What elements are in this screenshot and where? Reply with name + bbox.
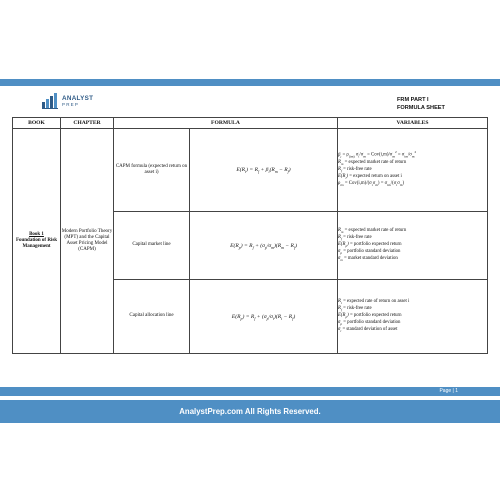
var-rf: $R_f$ = risk-free rate — [338, 166, 372, 173]
table-header-row — [13, 118, 488, 129]
book-number: Book 1 — [29, 232, 44, 237]
var-eri: $E(R_i)$ = expected return on asset i — [338, 173, 402, 180]
formula-name-cml: Capital market line — [114, 212, 190, 280]
var-rf: $R_f$ = risk-free rate — [338, 235, 372, 242]
var-erp: $E(R_p)$ = portfolio expected return — [338, 242, 402, 248]
header-formula: FORMULA — [114, 118, 338, 129]
var-rho-formula: $\rho_{im} = Cov(i,m)/(\sigma_i\sigma_m) = \sigma_{im}/(\sigma_i\sigma_m)$ — [338, 180, 405, 187]
var-ri: $R_i$ = expected rate of return on asset i — [338, 299, 410, 306]
page-number: Page | 1 — [439, 388, 458, 394]
bottom-accent-bar — [0, 387, 500, 396]
book-cell — [13, 129, 61, 354]
logo-subtext: PREP — [62, 102, 80, 107]
formula-name-cal: Capital allocation line — [114, 280, 190, 354]
logo-wordmark: ANALYST — [62, 95, 94, 102]
formula-cml: $E(R_p) = R_f + (\sigma_p/\sigma_m)(R_m - R_f)$ — [190, 212, 338, 280]
header-book: BOOK — [13, 118, 61, 129]
var-sigma-m: $\sigma_m$ = market standard deviation — [338, 255, 398, 262]
variables-capm — [338, 129, 488, 212]
table-row — [13, 129, 488, 212]
chapter-cell: Modern Portfolio Theory (MPT) and the Capital Asset Pricing Model (CAPM) — [61, 129, 114, 354]
formula-name-capm: CAPM formula (expected return on asset i) — [114, 129, 190, 212]
sheet-title — [397, 96, 445, 112]
sheet-title-line2: FORMULA SHEET — [397, 105, 445, 111]
formula-cal: $E(R_p) = R_f + (\sigma_p/\sigma_i)(R_i - R_f)$ — [190, 280, 338, 354]
var-sigma-i: $\sigma_i$ = standard deviation of asset — [338, 326, 398, 333]
variables-cal — [338, 280, 488, 354]
var-rm: $R_m$ = expected market rate of return — [338, 228, 407, 235]
top-accent-bar — [0, 79, 500, 86]
header-variables: VARIABLES — [338, 118, 488, 129]
var-erp: $E(R_p)$ = portfolio expected return — [338, 313, 402, 319]
header-chapter: CHAPTER — [61, 118, 114, 129]
sheet-title-line1: FRM PART I — [397, 97, 429, 103]
var-rf: $R_f$ = risk-free rate — [338, 306, 372, 313]
var-rm: $R_m$ = expected market rate of return — [338, 159, 407, 166]
var-beta-formula: $\beta_i = \rho_{(im)}$ $\sigma_i/\sigma_m = Cov(i,m)/\sigma_m^2 = \sigma_{im}/\sigma_m^2$ — [338, 150, 417, 159]
var-sigma-p: $\sigma_p$ = portfolio standard deviation — [338, 248, 401, 255]
variables-cml — [338, 212, 488, 280]
formula-capm: $E(R_i) = R_f + \beta_i(R_m - R_f)$ — [190, 129, 338, 212]
footer-banner: AnalystPrep.com All Rights Reserved. — [0, 400, 500, 423]
formula-table — [12, 117, 488, 354]
book-title: Foundation of Risk Management — [15, 238, 58, 249]
var-sigma-p: $\sigma_p$ = portfolio standard deviation — [338, 319, 401, 326]
